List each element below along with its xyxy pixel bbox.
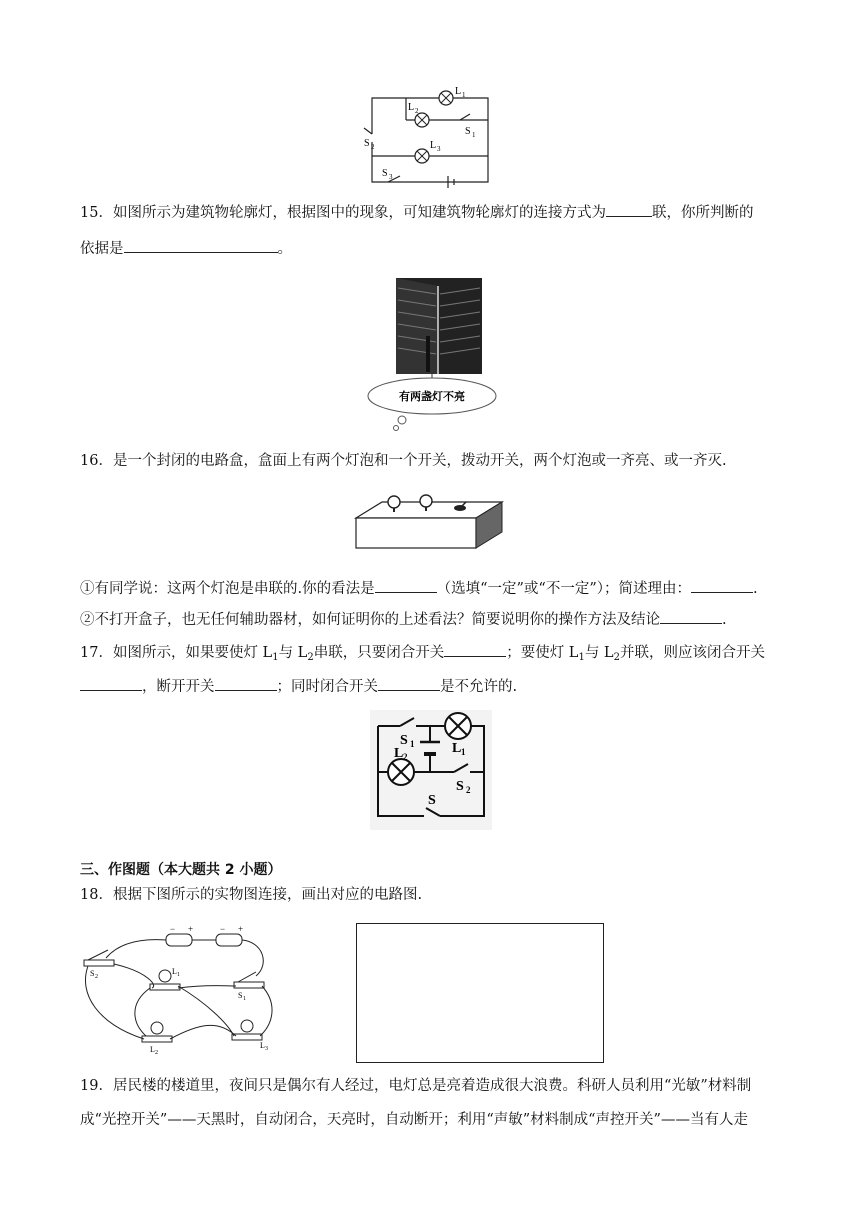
answer-blank[interactable] (378, 676, 440, 691)
label-L1: L (455, 86, 462, 97)
label-L3: L (260, 1041, 265, 1050)
circuit-box-figure (352, 490, 506, 552)
svg-text:2: 2 (95, 974, 98, 980)
svg-text:2: 2 (403, 752, 408, 762)
question-19-line2: 成“光控开关”——天黑时，自动闭合，天亮时，自动断开；利用“声敏”材料制成“声控开关”——当有人走 (80, 1112, 748, 1128)
section-heading: 三、作图题（本大题共 2 小题） (80, 862, 282, 878)
circuit-diagram-q14 (360, 84, 495, 188)
svg-text:+: + (238, 924, 244, 934)
svg-text:−: − (220, 924, 226, 934)
circuit-diagram-q17 (370, 710, 492, 830)
label-L2: L (394, 746, 404, 761)
answer-blank[interactable] (444, 642, 506, 657)
answer-blank[interactable] (375, 578, 437, 593)
label-S1: S (238, 991, 243, 1000)
svg-text:2: 2 (371, 143, 375, 151)
question-17-line2: ，断开开关 ；同时闭合开关 是不允许的. (80, 676, 780, 697)
svg-text:1: 1 (461, 747, 466, 757)
svg-text:1: 1 (410, 739, 415, 749)
svg-text:3: 3 (389, 173, 393, 181)
answer-blank[interactable] (606, 202, 652, 217)
question-15-line1: 15．如图所示为建筑物轮廓灯，根据图中的现象，可知建筑物轮廓灯的连接方式为 联，你所判断的 (80, 202, 780, 223)
label-S3: S (382, 168, 388, 179)
svg-text:2: 2 (466, 785, 471, 795)
drawing-answer-box[interactable] (356, 923, 604, 1063)
label-S2: S (456, 779, 464, 794)
label-L2: L (408, 102, 415, 113)
svg-text:1: 1 (462, 91, 466, 99)
question-16-part1: ①有同学说：这两个灯泡是串联的.你的看法是 （选填“一定”或“不一定”）；简述理由： . (80, 578, 780, 599)
question-17-line1: 17．如图所示，如果要使灯 $L_1$与 $L_2$串联，只要闭合开关 ；要使灯 $L_1$与 $L_2$并联，则应该闭合开关 (80, 642, 780, 668)
label-S1: S (465, 126, 471, 137)
answer-blank[interactable] (124, 238, 278, 253)
answer-blank[interactable] (660, 609, 722, 624)
building-outline-lights-figure (362, 276, 502, 434)
svg-text:3: 3 (437, 145, 441, 153)
label-S2: S (364, 138, 370, 149)
question-15-line2: 依据是 。 (80, 238, 780, 259)
label-L1: L (452, 741, 462, 756)
svg-text:2: 2 (415, 107, 419, 115)
question-16-text: 16．是一个封闭的电路盒，盒面上有两个灯泡和一个开关，拨动开关，两个灯泡或一齐亮、或一齐灭. (80, 453, 727, 469)
label-S1: S (400, 733, 408, 748)
answer-blank[interactable] (691, 578, 753, 593)
question-19-line1: 19．居民楼的楼道里，夜间只是偶尔有人经过，电灯总是亮着造成很大浪费。科研人员利用“光敏”材料制 (80, 1078, 752, 1094)
svg-text:1: 1 (472, 131, 476, 139)
svg-text:2: 2 (155, 1050, 158, 1056)
svg-text:−: − (170, 924, 176, 934)
svg-text:+: + (188, 924, 194, 934)
physical-circuit-figure (78, 924, 278, 1062)
label-S: S (428, 793, 436, 808)
label-L2: L (150, 1045, 155, 1054)
bubble-text: 有两盏灯不亮 (399, 391, 465, 403)
svg-text:1: 1 (177, 972, 180, 978)
label-L3: L (430, 140, 437, 151)
svg-text:3: 3 (265, 1046, 268, 1052)
svg-text:1: 1 (243, 996, 246, 1002)
question-16-part2: ②不打开盒子，也无任何辅助器材，如何证明你的上述看法？简要说明你的操作方法及结论 . (80, 609, 780, 630)
label-S2: S (90, 969, 95, 978)
label-L1: L (172, 967, 177, 976)
answer-blank[interactable] (80, 676, 142, 691)
answer-blank[interactable] (215, 676, 277, 691)
question-18-text: 18．根据下图所示的实物图连接，画出对应的电路图. (80, 887, 423, 903)
